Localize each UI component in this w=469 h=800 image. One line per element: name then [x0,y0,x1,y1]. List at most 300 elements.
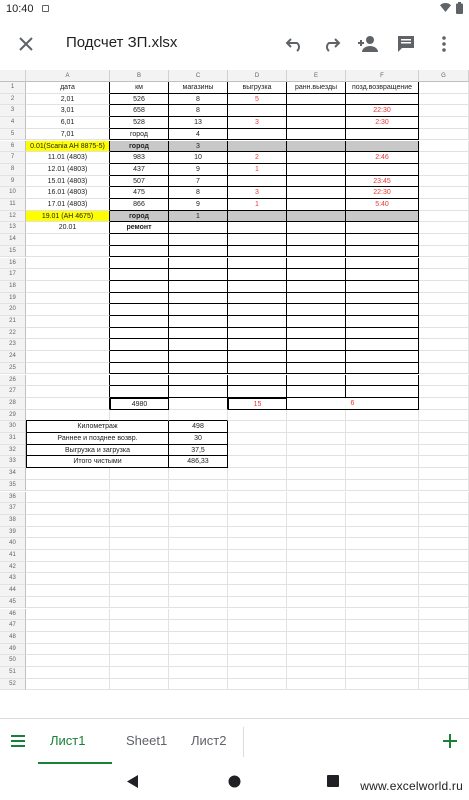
comment-icon[interactable] [394,32,418,56]
cell-d52[interactable] [228,679,287,691]
row-header[interactable]: 6 [0,141,26,153]
column-header-e[interactable]: E [287,70,346,82]
row-header[interactable]: 41 [0,550,26,562]
cell-g7[interactable] [419,152,469,164]
cell-b26[interactable] [110,375,169,387]
cell-c32[interactable]: 37,5 [169,445,228,457]
cell-d46[interactable] [228,609,287,621]
cell-c21[interactable] [169,316,228,328]
cell-a28[interactable] [26,398,110,410]
cell-a44[interactable] [26,585,110,597]
cell-g18[interactable] [419,281,469,293]
row-header[interactable]: 19 [0,293,26,305]
column-header-d[interactable]: D [228,70,287,82]
row-header[interactable]: 44 [0,585,26,597]
cell-f9[interactable]: 23:45 [346,176,419,188]
cell-a29[interactable] [26,410,110,422]
cell-a3[interactable]: 3,01 [26,105,110,117]
row-header[interactable]: 51 [0,667,26,679]
cell-g51[interactable] [419,667,469,679]
cell-g24[interactable] [419,351,469,363]
cell-e13[interactable] [287,222,346,234]
cell-a37[interactable] [26,503,110,515]
cell-f5[interactable] [346,129,419,141]
cell-g1[interactable] [419,82,469,94]
row-header[interactable]: 31 [0,433,26,445]
recents-icon[interactable] [327,775,339,787]
cell-e43[interactable] [287,573,346,585]
cell-f21[interactable] [346,316,419,328]
cell-c18[interactable] [169,281,228,293]
cell-f10[interactable]: 22:30 [346,187,419,199]
tab-sheet-1[interactable] [38,719,112,765]
row-header[interactable]: 23 [0,339,26,351]
cell-f12[interactable] [346,211,419,223]
cell-b16[interactable] [110,258,169,270]
cell-e17[interactable] [287,269,346,281]
cell-f23[interactable] [346,339,419,351]
cell-a48[interactable] [26,632,110,644]
row-header[interactable]: 26 [0,375,26,387]
row-header[interactable]: 4 [0,117,26,129]
cell-f18[interactable] [346,281,419,293]
cell-c43[interactable] [169,573,228,585]
cell-b15[interactable] [110,246,169,258]
row-header[interactable]: 16 [0,258,26,270]
cell-e50[interactable] [287,655,346,667]
row-header[interactable]: 11 [0,199,26,211]
cell-c23[interactable] [169,339,228,351]
cell-d3[interactable] [228,105,287,117]
cell-e35[interactable] [287,480,346,492]
cell-c35[interactable] [169,480,228,492]
cell-e22[interactable] [287,328,346,340]
cell-a9[interactable]: 15.01 (4803) [26,176,110,188]
cell-g21[interactable] [419,316,469,328]
cell-a50[interactable] [26,655,110,667]
cell-a43[interactable] [26,573,110,585]
cell-g49[interactable] [419,644,469,656]
cell-c45[interactable] [169,597,228,609]
cell-a30[interactable]: Километраж [26,421,169,433]
cell-b34[interactable] [110,468,169,480]
cell-d5[interactable] [228,129,287,141]
cell-d32[interactable] [228,445,287,457]
row-header[interactable]: 35 [0,480,26,492]
row-header[interactable]: 40 [0,538,26,550]
cell-c11[interactable]: 9 [169,199,228,211]
row-header[interactable]: 50 [0,655,26,667]
cell-e52[interactable] [287,679,346,691]
cell-c24[interactable] [169,351,228,363]
column-header-b[interactable]: B [110,70,169,82]
cell-a22[interactable] [26,328,110,340]
spreadsheet-grid[interactable] [0,70,469,718]
cell-b51[interactable] [110,667,169,679]
cell-c49[interactable] [169,644,228,656]
cell-e11[interactable] [287,199,346,211]
cell-b46[interactable] [110,609,169,621]
cell-b5[interactable]: город [110,129,169,141]
cell-a52[interactable] [26,679,110,691]
cell-c46[interactable] [169,609,228,621]
cell-e28[interactable]: 6 [287,398,419,410]
cell-g39[interactable] [419,527,469,539]
cell-d4[interactable]: 3 [228,117,287,129]
row-header[interactable]: 28 [0,398,26,410]
cell-e33[interactable] [287,456,346,468]
cell-e12[interactable] [287,211,346,223]
cell-d22[interactable] [228,328,287,340]
cell-d36[interactable] [228,492,287,504]
cell-e19[interactable] [287,293,346,305]
cell-e26[interactable] [287,375,346,387]
cell-b10[interactable]: 475 [110,187,169,199]
cell-e3[interactable] [287,105,346,117]
cell-f34[interactable] [346,468,419,480]
cell-b19[interactable] [110,293,169,305]
cell-d38[interactable] [228,515,287,527]
row-header[interactable]: 27 [0,386,26,398]
cell-a39[interactable] [26,527,110,539]
cell-g13[interactable] [419,222,469,234]
cell-e32[interactable] [287,445,346,457]
cell-a19[interactable] [26,293,110,305]
cell-d17[interactable] [228,269,287,281]
cell-b37[interactable] [110,503,169,515]
redo-icon[interactable] [319,32,343,56]
cell-d37[interactable] [228,503,287,515]
cell-g45[interactable] [419,597,469,609]
row-header[interactable]: 37 [0,503,26,515]
cell-c28[interactable] [169,398,228,410]
cell-f48[interactable] [346,632,419,644]
column-header-f[interactable]: F [346,70,419,82]
cell-f37[interactable] [346,503,419,515]
cell-a41[interactable] [26,550,110,562]
cell-e18[interactable] [287,281,346,293]
cell-d34[interactable] [228,468,287,480]
cell-c51[interactable] [169,667,228,679]
cell-c17[interactable] [169,269,228,281]
cell-g9[interactable] [419,176,469,188]
row-header[interactable]: 12 [0,211,26,223]
row-header[interactable]: 52 [0,679,26,691]
cell-g52[interactable] [419,679,469,691]
close-icon[interactable] [16,34,36,54]
cell-a21[interactable] [26,316,110,328]
cell-f24[interactable] [346,351,419,363]
cell-f20[interactable] [346,304,419,316]
cell-f19[interactable] [346,293,419,305]
row-header[interactable]: 8 [0,164,26,176]
cell-a34[interactable] [26,468,110,480]
cell-e16[interactable] [287,258,346,270]
row-header[interactable]: 22 [0,328,26,340]
cell-a38[interactable] [26,515,110,527]
row-header[interactable]: 38 [0,515,26,527]
cell-f33[interactable] [346,456,419,468]
row-header[interactable]: 1 [0,82,26,94]
cell-a20[interactable] [26,304,110,316]
column-header-a[interactable]: A [26,70,110,82]
cell-f4[interactable]: 2:30 [346,117,419,129]
cell-a10[interactable]: 16.01 (4803) [26,187,110,199]
cell-c9[interactable]: 7 [169,176,228,188]
cell-g44[interactable] [419,585,469,597]
cell-f2[interactable] [346,94,419,106]
cell-b7[interactable]: 983 [110,152,169,164]
cell-a42[interactable] [26,562,110,574]
cell-f17[interactable] [346,269,419,281]
cell-b9[interactable]: 507 [110,176,169,188]
cell-c14[interactable] [169,234,228,246]
cell-d45[interactable] [228,597,287,609]
cell-b47[interactable] [110,620,169,632]
cell-e42[interactable] [287,562,346,574]
cell-g32[interactable] [419,445,469,457]
tab-sheet-3[interactable] [179,719,238,765]
row-header[interactable]: 48 [0,632,26,644]
cell-f42[interactable] [346,562,419,574]
cell-c12[interactable]: 1 [169,211,228,223]
cell-d39[interactable] [228,527,287,539]
row-header[interactable]: 3 [0,105,26,117]
cell-d40[interactable] [228,538,287,550]
cell-a32[interactable]: Выгрузка и загрузка [26,445,169,457]
cell-g11[interactable] [419,199,469,211]
cell-g42[interactable] [419,562,469,574]
back-icon[interactable] [127,775,139,788]
cell-a8[interactable]: 12.01 (4803) [26,164,110,176]
cell-g37[interactable] [419,503,469,515]
cell-c20[interactable] [169,304,228,316]
cell-d13[interactable] [228,222,287,234]
row-header[interactable]: 30 [0,421,26,433]
cell-c50[interactable] [169,655,228,667]
cell-d12[interactable] [228,211,287,223]
cell-f50[interactable] [346,655,419,667]
row-header[interactable]: 13 [0,222,26,234]
row-header[interactable]: 15 [0,246,26,258]
cell-g19[interactable] [419,293,469,305]
home-icon[interactable] [228,775,241,788]
cell-e5[interactable] [287,129,346,141]
cell-c16[interactable] [169,258,228,270]
cell-a33[interactable]: Итого чистыми [26,456,169,468]
cell-d2[interactable]: 5 [228,94,287,106]
row-header[interactable]: 10 [0,187,26,199]
cell-f45[interactable] [346,597,419,609]
cell-e41[interactable] [287,550,346,562]
cell-a15[interactable] [26,246,110,258]
row-header[interactable]: 18 [0,281,26,293]
cell-g12[interactable] [419,211,469,223]
cell-a24[interactable] [26,351,110,363]
cell-a25[interactable] [26,363,110,375]
cell-a49[interactable] [26,644,110,656]
row-header[interactable]: 2 [0,94,26,106]
cell-c3[interactable]: 8 [169,105,228,117]
cell-a46[interactable] [26,609,110,621]
cell-g40[interactable] [419,538,469,550]
row-header[interactable]: 33 [0,456,26,468]
cell-b3[interactable]: 658 [110,105,169,117]
cell-c30[interactable]: 498 [169,421,228,433]
cell-b2[interactable]: 526 [110,94,169,106]
cell-d15[interactable] [228,246,287,258]
cell-c48[interactable] [169,632,228,644]
cell-c25[interactable] [169,363,228,375]
cell-b45[interactable] [110,597,169,609]
cell-f36[interactable] [346,492,419,504]
cell-c4[interactable]: 13 [169,117,228,129]
cell-d10[interactable]: 3 [228,187,287,199]
cell-f1[interactable]: позд.возвращение [346,82,419,94]
row-header[interactable]: 49 [0,644,26,656]
cell-e9[interactable] [287,176,346,188]
cell-c31[interactable]: 30 [169,433,228,445]
cell-f27[interactable] [346,386,419,398]
cell-d25[interactable] [228,363,287,375]
cell-g6[interactable] [419,141,469,153]
cell-d21[interactable] [228,316,287,328]
cell-f39[interactable] [346,527,419,539]
cell-c37[interactable] [169,503,228,515]
cell-g46[interactable] [419,609,469,621]
cell-f13[interactable] [346,222,419,234]
all-sheets-menu-icon[interactable] [11,735,25,747]
row-header[interactable]: 39 [0,527,26,539]
cell-g31[interactable] [419,433,469,445]
cell-b49[interactable] [110,644,169,656]
undo-icon[interactable] [283,32,307,56]
cell-a7[interactable]: 11.01 (4803) [26,152,110,164]
tab-sheet-2[interactable] [114,719,179,765]
cell-g16[interactable] [419,258,469,270]
cell-g43[interactable] [419,573,469,585]
cell-b1[interactable]: км [110,82,169,94]
cell-d6[interactable] [228,141,287,153]
cell-f3[interactable]: 22:30 [346,105,419,117]
cell-d43[interactable] [228,573,287,585]
cell-d23[interactable] [228,339,287,351]
cell-c41[interactable] [169,550,228,562]
cell-g15[interactable] [419,246,469,258]
row-header[interactable]: 17 [0,269,26,281]
cell-b48[interactable] [110,632,169,644]
cell-a13[interactable]: 20.01 [26,222,110,234]
cell-g48[interactable] [419,632,469,644]
cell-b40[interactable] [110,538,169,550]
cell-c6[interactable]: 3 [169,141,228,153]
cell-a14[interactable] [26,234,110,246]
cell-f16[interactable] [346,258,419,270]
cell-b44[interactable] [110,585,169,597]
row-header[interactable]: 32 [0,445,26,457]
cell-e10[interactable] [287,187,346,199]
cell-d41[interactable] [228,550,287,562]
cell-e51[interactable] [287,667,346,679]
cell-g33[interactable] [419,456,469,468]
cell-g27[interactable] [419,386,469,398]
cell-b35[interactable] [110,480,169,492]
row-header[interactable]: 46 [0,609,26,621]
cell-d8[interactable]: 1 [228,164,287,176]
cell-f47[interactable] [346,620,419,632]
cell-b29[interactable] [110,410,169,422]
cell-c2[interactable]: 8 [169,94,228,106]
cell-e44[interactable] [287,585,346,597]
cell-a1[interactable]: дата [26,82,110,94]
more-vert-icon[interactable] [432,32,456,56]
cell-g4[interactable] [419,117,469,129]
cell-b50[interactable] [110,655,169,667]
cell-c27[interactable] [169,386,228,398]
cell-d1[interactable]: выгрузка [228,82,287,94]
cell-e30[interactable] [287,421,346,433]
cell-a17[interactable] [26,269,110,281]
cell-f41[interactable] [346,550,419,562]
cell-b8[interactable]: 437 [110,164,169,176]
cell-e4[interactable] [287,117,346,129]
row-header[interactable]: 25 [0,363,26,375]
cell-d31[interactable] [228,433,287,445]
cell-e14[interactable] [287,234,346,246]
row-header[interactable]: 29 [0,410,26,422]
cell-d28[interactable]: 15 [228,398,287,410]
cell-e48[interactable] [287,632,346,644]
cell-f6[interactable] [346,141,419,153]
cell-f44[interactable] [346,585,419,597]
cell-b52[interactable] [110,679,169,691]
cell-f14[interactable] [346,234,419,246]
cell-c42[interactable] [169,562,228,574]
cell-c47[interactable] [169,620,228,632]
cell-e31[interactable] [287,433,346,445]
cell-b20[interactable] [110,304,169,316]
cell-b36[interactable] [110,492,169,504]
row-header[interactable]: 9 [0,176,26,188]
cell-e1[interactable]: ранн.выезды [287,82,346,94]
cell-e49[interactable] [287,644,346,656]
row-header[interactable]: 21 [0,316,26,328]
cell-f30[interactable] [346,421,419,433]
row-header[interactable]: 20 [0,304,26,316]
cell-a18[interactable] [26,281,110,293]
cell-d16[interactable] [228,258,287,270]
cell-c5[interactable]: 4 [169,129,228,141]
cell-b38[interactable] [110,515,169,527]
cell-b21[interactable] [110,316,169,328]
cell-c38[interactable] [169,515,228,527]
cell-g41[interactable] [419,550,469,562]
cell-c10[interactable]: 8 [169,187,228,199]
row-header[interactable]: 36 [0,492,26,504]
cell-a6[interactable]: 0.01(Scania AH 8875-5) [26,141,110,153]
row-header[interactable]: 34 [0,468,26,480]
cell-f38[interactable] [346,515,419,527]
cell-d30[interactable] [228,421,287,433]
cell-d48[interactable] [228,632,287,644]
cell-f32[interactable] [346,445,419,457]
cell-g14[interactable] [419,234,469,246]
cell-g10[interactable] [419,187,469,199]
cell-c26[interactable] [169,375,228,387]
cell-e37[interactable] [287,503,346,515]
cell-d9[interactable] [228,176,287,188]
cell-c13[interactable] [169,222,228,234]
